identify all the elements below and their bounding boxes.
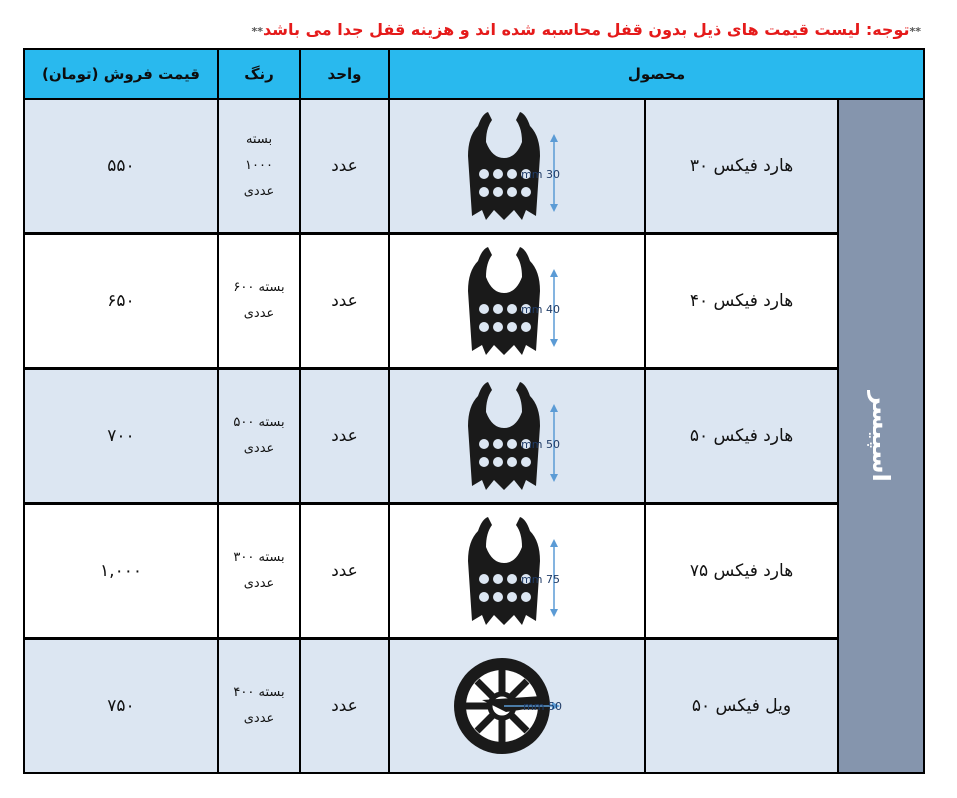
dimension-label: 75 mm bbox=[521, 573, 560, 586]
pack-line: عددی bbox=[243, 576, 275, 591]
price-value: ۷۰۰ bbox=[23, 368, 219, 504]
product-image bbox=[388, 98, 646, 234]
note-star-prefix: ** bbox=[909, 25, 921, 38]
price-value: ۵۵۰ bbox=[23, 98, 219, 234]
category-spacer bbox=[837, 98, 925, 774]
wheel-fix-spacer-icon bbox=[422, 646, 612, 766]
unit-value: عدد bbox=[299, 503, 390, 639]
product-image bbox=[388, 368, 646, 504]
header-unit: واحد bbox=[299, 48, 390, 100]
product-name: هارد فیکس ۴۰ bbox=[644, 233, 839, 369]
pack-line: بسته bbox=[245, 132, 273, 147]
header-product: محصول bbox=[388, 48, 925, 100]
pack-line: عددی bbox=[243, 306, 275, 321]
hard-fix-spacer-icon bbox=[442, 106, 592, 226]
unit-value: عدد bbox=[299, 368, 390, 504]
pack-line: ۱۰۰۰ bbox=[245, 158, 273, 173]
product-image bbox=[388, 503, 646, 639]
pack-info bbox=[217, 368, 301, 504]
dimension-label: 50 mm bbox=[521, 438, 560, 451]
dimension-label: 50 mm bbox=[523, 700, 562, 713]
price-table bbox=[23, 48, 925, 774]
pack-line: بسته ۴۰۰ bbox=[233, 685, 285, 700]
pack-info bbox=[217, 233, 301, 369]
product-name: هارد فیکس ۳۰ bbox=[644, 98, 839, 234]
category-label: اسپیسر bbox=[867, 390, 895, 482]
pack-line: عددی bbox=[243, 184, 275, 199]
product-image bbox=[388, 233, 646, 369]
pack-info bbox=[217, 98, 301, 234]
header-color: رنگ bbox=[217, 48, 301, 100]
product-name: هارد فیکس ۷۵ bbox=[644, 503, 839, 639]
dimension-label: 30 mm bbox=[521, 168, 560, 181]
hard-fix-spacer-icon bbox=[442, 376, 592, 496]
hard-fix-spacer-icon bbox=[442, 511, 592, 631]
product-name: ویل فیکس ۵۰ bbox=[644, 638, 839, 774]
header-price: قیمت فروش (تومان) bbox=[23, 48, 219, 100]
price-value: ۱,۰۰۰ bbox=[23, 503, 219, 639]
pack-line: بسته ۳۰۰ bbox=[233, 550, 285, 565]
unit-value: عدد bbox=[299, 638, 390, 774]
pack-line: بسته ۵۰۰ bbox=[233, 415, 285, 430]
note-star-suffix: ** bbox=[251, 25, 264, 38]
note-text: توجه: لیست قیمت های ذیل بدون قفل محاسبه شده اند و هزینه قفل جدا می باشد bbox=[263, 20, 910, 39]
price-value: ۷۵۰ bbox=[23, 638, 219, 774]
pack-info bbox=[217, 638, 301, 774]
pack-info bbox=[217, 503, 301, 639]
pack-line: بسته ۶۰۰ bbox=[233, 280, 285, 295]
pack-line: عددی bbox=[243, 441, 275, 456]
hard-fix-spacer-icon bbox=[442, 241, 592, 361]
pack-line: عددی bbox=[243, 711, 275, 726]
product-name: هارد فیکس ۵۰ bbox=[644, 368, 839, 504]
product-image bbox=[388, 638, 646, 774]
dimension-label: 40 mm bbox=[521, 303, 560, 316]
unit-value: عدد bbox=[299, 98, 390, 234]
unit-value: عدد bbox=[299, 233, 390, 369]
price-note bbox=[252, 20, 922, 39]
price-value: ۶۵۰ bbox=[23, 233, 219, 369]
